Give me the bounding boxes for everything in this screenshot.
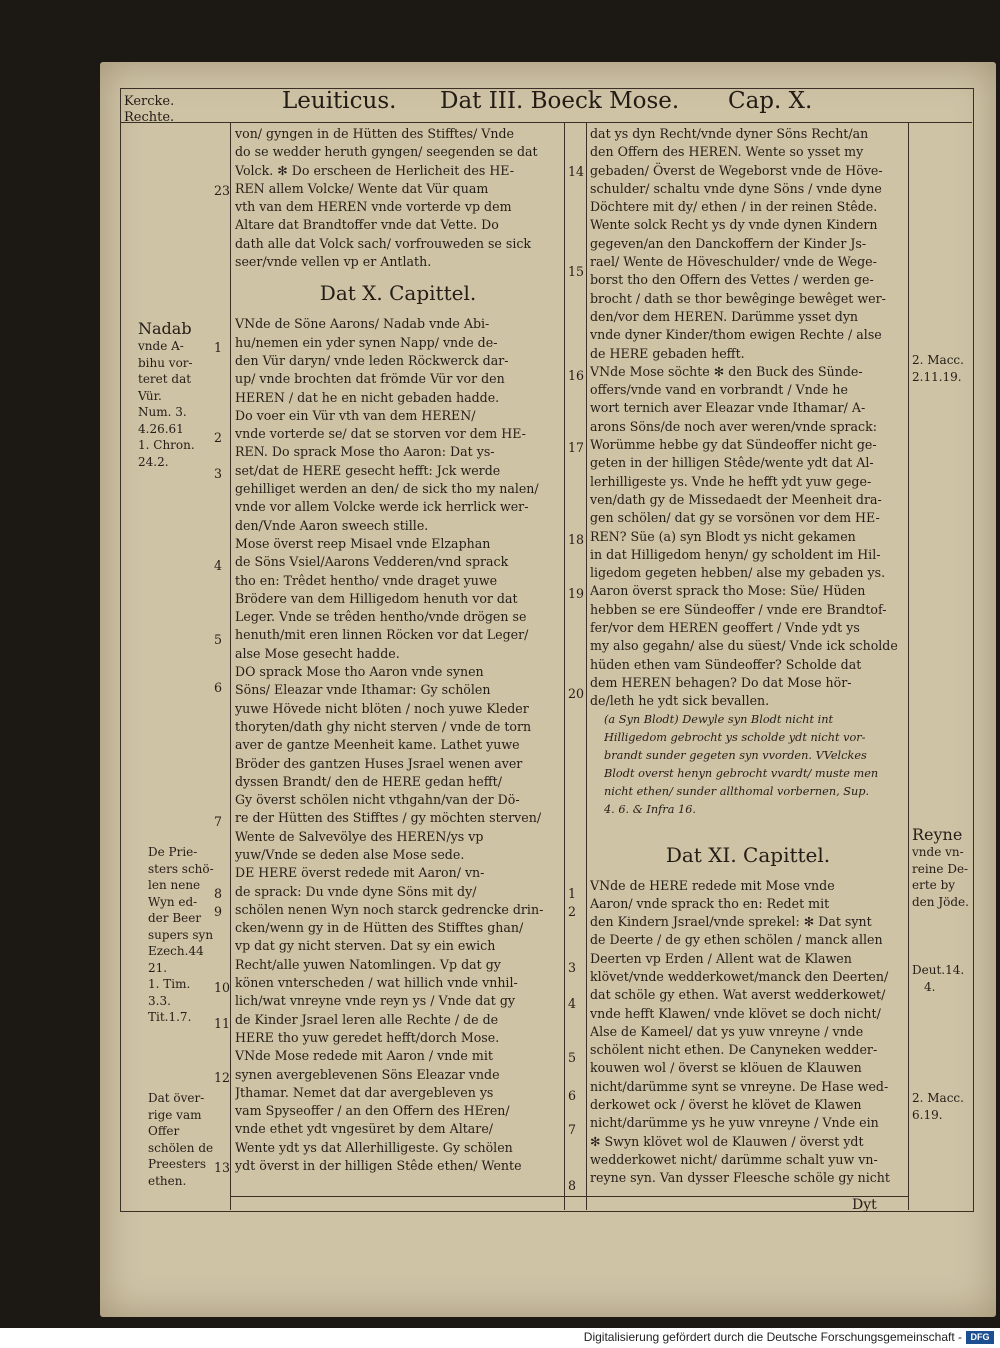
verse-number: 1: [214, 340, 223, 355]
footer-bar: [0, 1328, 1000, 1348]
text-line: REN allem Volcke/ Wente dat Vür quam: [235, 180, 489, 196]
right-top-lines: [590, 125, 906, 711]
text-line: Mose överst reep Misael vnde Elzaphan: [235, 535, 491, 551]
text-line: Wente ydt ys dat Allerhilligeste. Gy schölen: [235, 1139, 513, 1155]
text-line: VNde Mose söchte ✻ den Buck des Sünde-: [590, 363, 863, 379]
margin-line: Tit.1.7.: [148, 1010, 192, 1024]
margin-line: len nene: [148, 878, 201, 892]
margin-line: der Beer: [148, 911, 202, 925]
margin-note-nadab: [138, 320, 195, 470]
text-line: vnde ethet ydt vngesüret by dem Altare/: [235, 1121, 494, 1137]
text-line: Altare dat Brandtoffer vnde dat Vette. Do: [235, 217, 499, 233]
text-line: brandt sunder gegeten syn vvorden. VVelckes: [604, 748, 867, 762]
text-line: Wente solck Recht ys dy vnde dynen Kindern: [590, 217, 878, 233]
text-line: wort ternich aver Eleazar vnde Ithamar/ A-: [590, 400, 866, 416]
text-line: könen vnterscheden / wat hillich vnde vnhil-: [235, 975, 518, 991]
text-line: henuth/mit eren linnen Röcken vor dat Leger/: [235, 627, 529, 643]
text-line: de Söns Vsiel/Aarons Vedderen/vnd sprack: [235, 554, 509, 570]
margin-line: Preesters: [148, 1157, 206, 1171]
margin-rule-right: [908, 122, 909, 1210]
margin-line: vnde vn-: [912, 845, 964, 859]
margin-line: 2. Macc.: [912, 1091, 964, 1105]
text-line: gegeven/an den Danckoffern der Kinder Js-: [590, 235, 867, 251]
text-line: dat ys dyn Recht/vnde dyner Söns Recht/an: [590, 126, 869, 141]
text-line: vth van dem HEREN vnde vorterde vp dem: [235, 199, 512, 215]
text-line: den Kindern Jsrael/vnde sprekel: ✻ Dat synt: [590, 914, 872, 930]
text-line: brocht / dath se thor bewêginge bewêget wer-: [590, 290, 886, 306]
text-line: Deerten vp Erden / Allent wat de Klawen: [590, 950, 852, 966]
text-line: ven/dath gy de Missedaedt der Meenheit dra-: [590, 491, 882, 507]
margin-line: 6.19.: [912, 1107, 943, 1122]
text-line: lerhilligeste ys. Vnde he hefft ydt yuw gege-: [590, 473, 872, 489]
nadab-title: Nadab: [138, 319, 192, 338]
text-line: HEREN / dat he en nicht gebaden hadde.: [235, 389, 500, 405]
text-line: schölen nenen Wyn noch starck gedrencke drin-: [235, 901, 544, 917]
text-line: klövet/vnde wedderkowet/manck den Deerten/: [590, 968, 889, 984]
text-line: VNde Mose redede mit Aaron / vnde mit: [235, 1048, 493, 1064]
reyne-title: Reyne: [912, 825, 963, 844]
text-line: nicht/darümme synt se vnreyne. De Hase wed-: [590, 1078, 889, 1094]
text-line: kouwen wol / överst se klöuen de Klauwen: [590, 1060, 862, 1076]
text-line: vp dat gy nicht sterven. Dat sy ein ewich: [235, 938, 496, 954]
column-rule-right: [586, 122, 587, 1210]
left-text-column: [235, 125, 561, 1175]
text-line: VNde de Söne Aarons/ Nadab vnde Abi-: [235, 316, 490, 332]
text-line: Hilligedom gebrocht ys scholde ydt nicht vor-: [604, 730, 866, 744]
margin-ref-macc-1: [912, 352, 964, 385]
text-line: schulder/ schaltu vnde dyne Söns / vnde dyne: [590, 180, 882, 196]
text-line: nicht/darümme ys he yuw vnreyne / Vnde ein: [590, 1115, 879, 1131]
text-line: Bröder des gantzen Huses Jsrael wenen aver: [235, 755, 523, 771]
text-line: de/leth he ydt sick bevallen.: [590, 693, 770, 709]
text-line: hüden ethen vam Sündeoffer? Scholde dat: [590, 656, 862, 672]
margin-ref-macc-2: [912, 1090, 964, 1123]
text-line: re der Hütten des Stifftes / gy möchten sterven/: [235, 810, 542, 826]
dfg-logo: DFG: [966, 1331, 994, 1344]
text-line: HERE tho yuw geredet hefft/dorch Mose.: [235, 1029, 500, 1045]
text-line: Aaron överst sprack tho Mose: Süe/ Hüden: [590, 583, 866, 599]
verse-number: 8: [568, 1178, 577, 1193]
text-line: de Kinder Jsrael leren alle Rechte / de de: [235, 1011, 499, 1027]
margin-line: 4.: [924, 979, 936, 994]
margin-line: Ezech.44: [148, 944, 204, 958]
column-rule-left: [564, 122, 565, 1210]
margin-line: Num. 3.: [138, 405, 187, 419]
margin-line: schölen de: [148, 1140, 214, 1155]
text-line: alse Mose gesecht hadde.: [235, 645, 400, 661]
margin-line: 3.3.: [148, 993, 171, 1008]
left-body-lines: [235, 315, 561, 1175]
text-line: arons Söns/de noch aver weren/vnde sprack:: [590, 418, 877, 434]
text-line: (a Syn Blodt) Dewyle syn Blodt nicht int: [604, 712, 834, 726]
right-body-lines: [590, 877, 906, 1188]
text-line: thoryten/dath ghy nicht sterven / vnde de torn: [235, 718, 532, 734]
margin-line: rige vam: [148, 1107, 202, 1122]
margin-line: 2. Macc.: [912, 353, 964, 367]
text-line: rael/ Wente de Höveschulder/ vnde de Wege-: [590, 254, 877, 270]
text-line: Recht/alle yuwen Natomlingen. Vp dat gy: [235, 956, 501, 972]
text-line: cken/wenn gy in de Hütten des Stifftes ghan/: [235, 920, 524, 936]
text-line: derkowet ock / överst he klövet de Klawen: [590, 1097, 862, 1113]
margin-line: bihu vor-: [138, 355, 193, 370]
text-line: Do voer ein Vür vth van dem HEREN/: [235, 407, 476, 423]
margin-line: ethen.: [148, 1173, 187, 1188]
margin-note-priests: [148, 844, 214, 1026]
text-line: vnde vorterde se/ dat se storven vor dem HE-: [235, 426, 526, 442]
text-line: nicht ethen/ sunder allthomal vorbernen, Sup.: [604, 784, 870, 798]
text-line: dat schöle gy ethen. Wat averst wedderkowet/: [590, 987, 886, 1003]
text-line: DE HERE överst redede mit Aaron/ vn-: [235, 865, 485, 881]
catchword: Dyt: [852, 1197, 877, 1213]
margin-line: Wyn ed-: [148, 894, 198, 909]
text-line: Söns/ Eleazar vnde Ithamar: Gy schölen: [235, 682, 491, 698]
text-line: REN. Do sprack Mose tho Aaron: Dat ys-: [235, 444, 495, 460]
verse-number: 4: [214, 558, 223, 573]
verse-number: 7: [568, 1122, 577, 1137]
margin-line: 24.2.: [138, 454, 169, 469]
verse-number: 15: [568, 264, 585, 279]
footer-credit: Digitalisierung gefördert durch die Deutsche Forschungsgemeinschaft -: [583, 1330, 962, 1344]
margin-line: den Jöde.: [912, 894, 969, 909]
text-line: Aaron/ vnde sprack tho en: Redet mit: [590, 895, 830, 911]
margin-line: sters schö-: [148, 861, 214, 876]
right-text-column: [590, 125, 906, 1188]
text-line: set/dat de HERE gesecht hefft: Jck werde: [235, 462, 501, 478]
chapter-label: Cap. X.: [728, 88, 813, 114]
text-line: den Vür daryn/ vnde leden Röckwerck dar-: [235, 352, 509, 368]
text-line: Worümme hebbe gy dat Sündeoffer nicht ge-: [590, 437, 877, 453]
margin-line: Deut.14.: [912, 963, 965, 977]
verse-number: 17: [568, 440, 585, 455]
text-line: aver de gantze Meenheit kame. Lathet yuwe: [235, 737, 520, 753]
text-line: fer/vor dem HEREN geoffert / Vnde ydt ys: [590, 620, 860, 636]
margin-ref-deut: [912, 962, 964, 995]
footer-rule: [230, 1196, 908, 1197]
gloss-note: [590, 711, 906, 819]
margin-note-offer: [148, 1090, 213, 1189]
verse-number: 11: [214, 1016, 231, 1031]
text-line: de Deerte / de gy ethen schölen / manck allen: [590, 932, 883, 948]
text-line: Döchtere mit dy/ ethen / in der reinen Stêde.: [590, 199, 878, 215]
running-title: Dat III. Boeck Mose.: [440, 88, 680, 114]
text-line: in dat Hilligedom henyn/ gy scholdent im Hil-: [590, 546, 881, 562]
margin-line: Vür.: [138, 388, 162, 403]
margin-line: teret dat: [138, 372, 192, 386]
margin-line: vnde A-: [138, 339, 184, 353]
chapter-10-heading: Dat X. Capittel.: [319, 281, 477, 306]
text-line: Wente de Salvevölye des HEREN/ys vp: [235, 828, 484, 844]
verse-number: 8: [214, 886, 223, 901]
verse-number: 19: [568, 586, 585, 601]
margin-line: De Prie-: [148, 845, 198, 859]
margin-line: 2.11.19.: [912, 369, 962, 384]
text-line: Volck. ✻ Do erscheen de Herlicheit des HE-: [235, 162, 514, 178]
text-line: reyne syn. Van dysser Fleesche schöle gy nicht: [590, 1170, 890, 1186]
text-line: Blodt overst henyn gebrocht vvardt/ muste men: [604, 766, 879, 780]
text-line: ligedom gegeten hebben/ alse my gebaden ys.: [590, 565, 886, 581]
text-line: my also gegahn/ alse du süest/ Vnde ick scholde: [590, 638, 898, 654]
text-line: Gy överst schölen nicht vthgahn/van der Dö-: [235, 792, 520, 808]
text-line: VNde de HERE redede mit Mose vnde: [590, 877, 835, 893]
text-line: ✻ Swyn klövet wol de Klauwen / överst ydt: [590, 1133, 864, 1149]
verse-number: 9: [214, 904, 223, 919]
verse-number: 14: [568, 164, 585, 179]
margin-line: erte by: [912, 878, 956, 892]
text-line: yuw/Vnde se deden alse Mose sede.: [235, 846, 465, 862]
left-top-lines: [235, 125, 561, 271]
text-line: den/vor dem HEREN. Darümme ysset dyn: [590, 308, 859, 324]
text-line: de sprack: Du vnde dyne Söns mit dy/: [235, 883, 477, 899]
text-line: den Offern des HEREN. Wente so ysset my: [590, 144, 864, 160]
text-line: REN? Süe (a) syn Blodt ys nicht gekamen: [590, 528, 856, 544]
verse-number: 5: [214, 632, 223, 647]
text-line: ydt överst in der hilligen Stêde ethen/ Wente: [235, 1158, 522, 1174]
margin-rule-left: [230, 122, 231, 1210]
header-rule: [120, 122, 972, 123]
verse-number: 2: [568, 904, 577, 919]
verse-number: 20: [568, 686, 585, 701]
text-line: vnde hefft Klawen/ vnde klövet se doch nicht/: [590, 1005, 881, 1021]
verse-number: 5: [568, 1050, 577, 1065]
margin-line: 1. Chron.: [138, 438, 195, 452]
verse-number: 6: [568, 1088, 577, 1103]
text-line: Leger. Vnde se trêden hentho/vnde drögen se: [235, 609, 527, 625]
verse-number: 4: [568, 996, 577, 1011]
text-line: gehilliget werden an den/ de sick tho my nalen/: [235, 481, 539, 497]
verse-number: 18: [568, 532, 585, 547]
text-line: vnde dyner Kinder/thom ewigen Rechte / alse: [590, 327, 882, 343]
verse-number: 3: [568, 960, 577, 975]
text-line: de HERE gebaden hefft.: [590, 345, 745, 361]
text-line: offers/vnde vand en vorbrandt / Vnde he: [590, 382, 848, 398]
text-line: lich/wat vnreyne vnde reyn ys / Vnde dat gy: [235, 993, 516, 1009]
margin-line: supers syn: [148, 927, 214, 942]
text-line: vam Spyseoffer / an den Offern des HEren/: [235, 1103, 510, 1119]
text-line: borst tho den Offern des Vettes / werden ge-: [590, 272, 874, 288]
text-line: yuwe Hövede nicht blöten / noch yuwe Kleder: [235, 700, 529, 716]
verse-number: 7: [214, 814, 223, 829]
text-line: schölent nicht ethen. De Canyneken wedder-: [590, 1042, 878, 1058]
text-line: wedderkowet nicht/ darümme schalt yuw vn-: [590, 1151, 878, 1167]
text-line: up/ vnde brochten dat frömde Vür vor den: [235, 371, 505, 387]
text-line: dyssen Brandt/ den de HERE gedan hefft/: [235, 773, 502, 789]
text-line: geten in der hilligen Stêde/wente ydt dat Al-: [590, 455, 874, 471]
text-line: synen avergeblevenen Söns Eleazar vnde: [235, 1066, 500, 1082]
text-line: dem HEREN behagen? Do dat Mose hör-: [590, 674, 852, 690]
text-line: tho en: Trêdet hentho/ vnde draget yuwe: [235, 572, 498, 588]
margin-line: reine De-: [912, 861, 969, 876]
text-line: dath alle dat Volck sach/ vorfrouweden se sick: [235, 235, 532, 251]
text-line: gebaden/ Överst de Wegeborst vnde de Höve-: [590, 162, 883, 178]
verse-number: 10: [214, 980, 231, 995]
text-line: do se wedder heruth gyngen/ seegenden se dat: [235, 144, 538, 160]
margin-line: Offer: [148, 1124, 180, 1138]
text-line: hu/nemen ein yder synen Napp/ vnde de-: [235, 334, 498, 350]
text-line: Jthamar. Nemet dat dar avergebleven ys: [235, 1084, 494, 1100]
verse-number: 12: [214, 1070, 231, 1085]
margin-line: Dat över-: [148, 1091, 205, 1105]
verse-number: 23: [214, 183, 231, 198]
text-line: hebben se ere Sündeoffer / vnde ere Brandtof-: [590, 601, 887, 617]
margin-note-clean: [912, 826, 969, 910]
margin-line: 1. Tim.: [148, 977, 191, 991]
text-line: Bröderе van dem Hilligedom henuth vor dat: [235, 590, 518, 606]
text-line: DO sprack Mose tho Aaron vnde synen: [235, 664, 484, 680]
text-line: vnde vor allem Volcke werde ick herrlick wer-: [235, 499, 529, 515]
verse-number: 6: [214, 680, 223, 695]
text-line: gen schölen/ dat gy se vorsönen vor dem HE-: [590, 510, 880, 526]
text-line: seer/vnde vellen vp er Antlath.: [235, 254, 432, 270]
margin-line: 21.: [148, 960, 168, 975]
chapter-11-heading: Dat XI. Capittel.: [665, 842, 831, 867]
margin-header: Kercke. Rechte.: [124, 94, 175, 125]
text-line: den/Vnde Aaron sweech stille.: [235, 517, 429, 533]
verse-number: 2: [214, 430, 223, 445]
verse-number: 3: [214, 466, 223, 481]
verse-number: 13: [214, 1160, 231, 1175]
verse-number: 16: [568, 368, 585, 383]
verse-number: 1: [568, 886, 577, 901]
margin-line: 4.26.61: [138, 421, 184, 436]
text-line: von/ gyngen in de Hütten des Stifftes/ Vnde: [235, 126, 514, 141]
text-line: Alse de Kameel/ dat ys yuw vnreyne / vnde: [590, 1023, 864, 1039]
book-name: Leuiticus.: [282, 88, 397, 114]
text-line: 4. 6. & Infra 16.: [604, 802, 696, 816]
